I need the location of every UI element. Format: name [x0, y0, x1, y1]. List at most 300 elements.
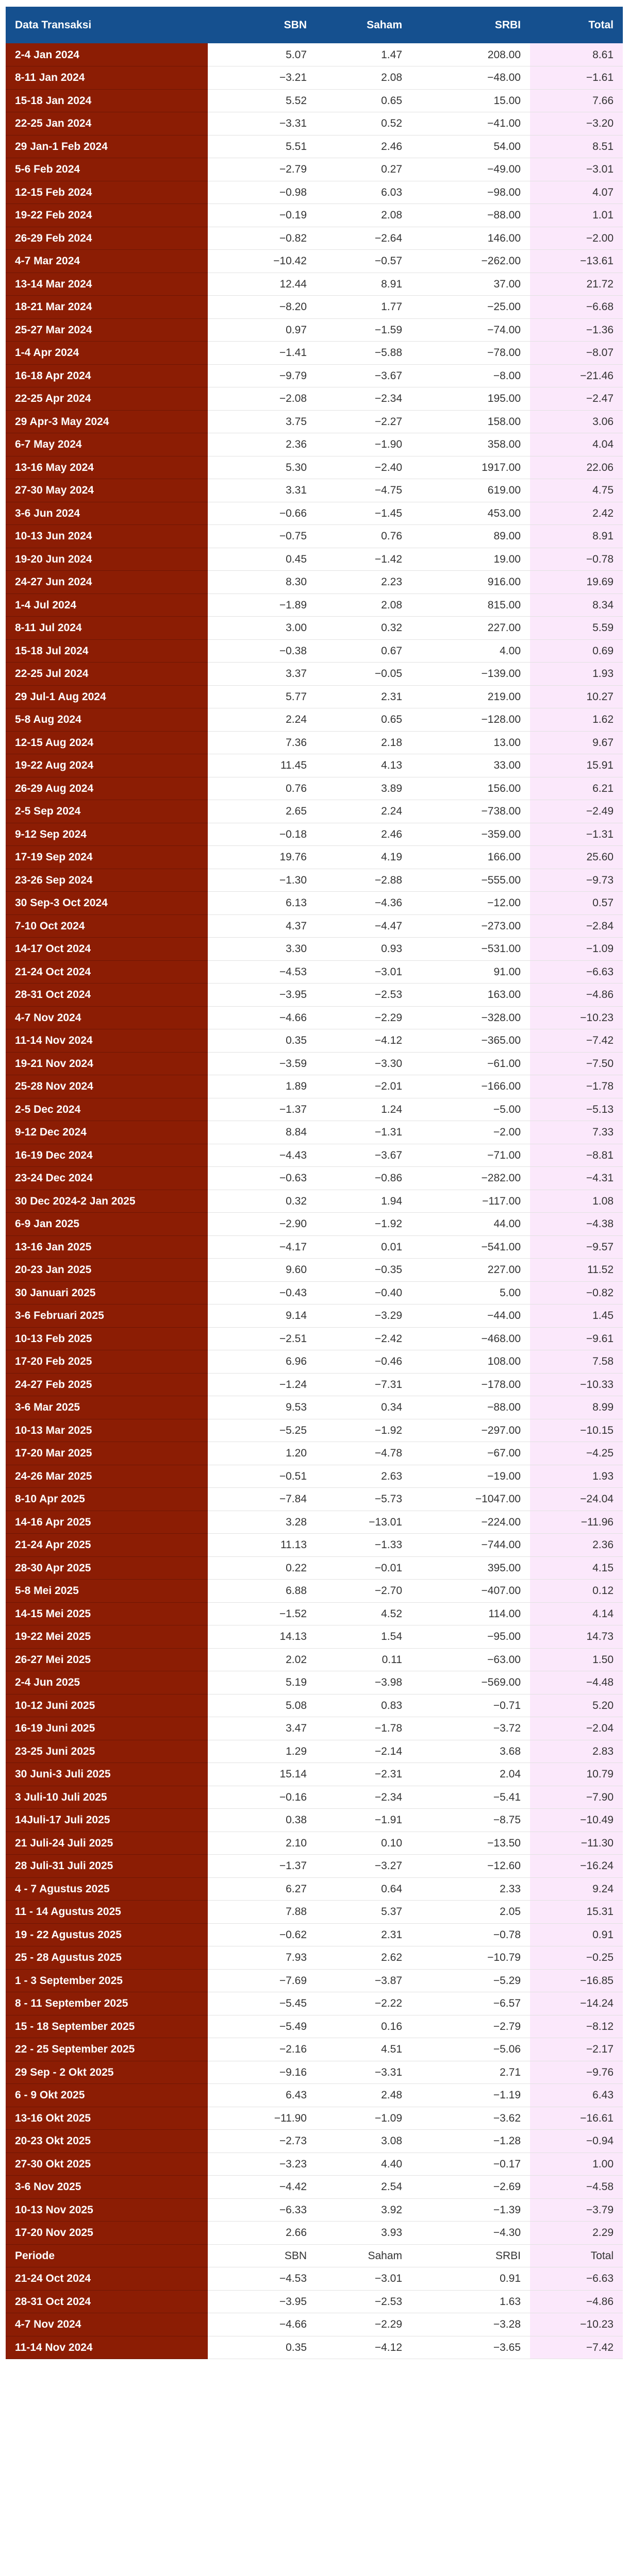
sbn-cell: −4.66 [208, 1006, 316, 1029]
date-cell: 14Juli-17 Juli 2025 [6, 1809, 208, 1832]
saham-cell: −3.87 [316, 1969, 411, 1992]
saham-cell: −0.05 [316, 663, 411, 686]
total-cell: 4.04 [530, 433, 623, 456]
srbi-cell: 89.00 [411, 525, 530, 548]
sbn-cell: −4.17 [208, 1235, 316, 1259]
date-cell: 13-16 May 2024 [6, 456, 208, 479]
saham-cell: 0.10 [316, 1832, 411, 1855]
table-row [6, 1167, 623, 1190]
sbn-cell: −2.08 [208, 387, 316, 411]
srbi-cell: −78.00 [411, 342, 530, 365]
date-cell: 4-7 Nov 2024 [6, 1006, 208, 1029]
sbn-cell: SBN [208, 2244, 316, 2267]
total-cell: 1.45 [530, 1304, 623, 1328]
saham-cell: −3.98 [316, 1671, 411, 1694]
date-cell: 19-20 Jun 2024 [6, 548, 208, 571]
saham-cell: −3.31 [316, 2061, 411, 2084]
srbi-cell: −3.28 [411, 2313, 530, 2336]
total-cell: −3.20 [530, 112, 623, 135]
table-row [6, 1052, 623, 1075]
date-cell: 6-7 May 2024 [6, 433, 208, 456]
total-cell: −4.48 [530, 1671, 623, 1694]
sbn-cell: −5.25 [208, 1419, 316, 1442]
sbn-cell: 0.38 [208, 1809, 316, 1832]
date-cell: 2-5 Dec 2024 [6, 1098, 208, 1121]
saham-cell: 1.77 [316, 296, 411, 319]
table-row [6, 1946, 623, 1970]
sbn-cell: 5.77 [208, 685, 316, 708]
total-cell: −8.07 [530, 342, 623, 365]
saham-cell: 2.23 [316, 571, 411, 594]
sbn-cell: −4.53 [208, 2267, 316, 2291]
srbi-cell: 13.00 [411, 731, 530, 754]
table-row [6, 2290, 623, 2313]
table-row [6, 2313, 623, 2336]
table-row [6, 1373, 623, 1396]
table-row [6, 227, 623, 250]
sbn-cell: 4.37 [208, 914, 316, 938]
sbn-cell: −3.95 [208, 2290, 316, 2313]
saham-cell: −2.53 [316, 984, 411, 1007]
total-cell: −7.42 [530, 1029, 623, 1053]
saham-cell: 0.01 [316, 1235, 411, 1259]
sbn-cell: 3.37 [208, 663, 316, 686]
column-header-saham[interactable]: Saham [316, 7, 411, 43]
sbn-cell: 9.53 [208, 1396, 316, 1419]
srbi-cell: 1.63 [411, 2290, 530, 2313]
sbn-cell: 1.29 [208, 1740, 316, 1763]
date-cell: 17-19 Sep 2024 [6, 846, 208, 869]
table-row [6, 1556, 623, 1580]
total-cell: −10.33 [530, 1373, 623, 1396]
srbi-cell: −48.00 [411, 66, 530, 90]
sbn-cell: 3.47 [208, 1717, 316, 1740]
sbn-cell: 3.30 [208, 938, 316, 961]
date-cell: 25-28 Nov 2024 [6, 1075, 208, 1098]
saham-cell: −3.27 [316, 1855, 411, 1878]
date-cell: 22-25 Jan 2024 [6, 112, 208, 135]
saham-cell: 3.93 [316, 2222, 411, 2245]
srbi-cell: −117.00 [411, 1190, 530, 1213]
table-row [6, 1350, 623, 1374]
srbi-cell: 2.05 [411, 1901, 530, 1924]
total-cell: 22.06 [530, 456, 623, 479]
srbi-cell: −738.00 [411, 800, 530, 823]
date-cell: 22-25 Apr 2024 [6, 387, 208, 411]
total-cell: 2.36 [530, 1534, 623, 1557]
total-cell: 7.66 [530, 89, 623, 112]
saham-cell: 0.76 [316, 525, 411, 548]
saham-cell: 2.46 [316, 823, 411, 846]
total-cell: 9.67 [530, 731, 623, 754]
saham-cell: −3.29 [316, 1304, 411, 1328]
srbi-cell: −71.00 [411, 1144, 530, 1167]
sbn-cell: −0.63 [208, 1167, 316, 1190]
total-cell: 2.42 [530, 502, 623, 525]
sbn-cell: 0.32 [208, 1190, 316, 1213]
table-row [6, 1098, 623, 1121]
date-cell: 3-6 Mar 2025 [6, 1396, 208, 1419]
date-cell: 5-8 Aug 2024 [6, 708, 208, 732]
date-cell: 21 Juli-24 Juli 2025 [6, 1832, 208, 1855]
saham-cell: −1.59 [316, 318, 411, 342]
total-cell: −14.24 [530, 1992, 623, 2015]
sbn-cell: −0.62 [208, 1923, 316, 1946]
srbi-cell: 0.91 [411, 2267, 530, 2291]
sbn-cell: −7.84 [208, 1488, 316, 1511]
column-header-data-transaksi[interactable]: Data Transaksi [6, 7, 208, 43]
date-cell: 22 - 25 September 2025 [6, 2038, 208, 2061]
table-row [6, 204, 623, 227]
sbn-cell: −4.53 [208, 960, 316, 984]
date-cell: 16-19 Dec 2024 [6, 1144, 208, 1167]
date-cell: 21-24 Apr 2025 [6, 1534, 208, 1557]
date-cell: 9-12 Sep 2024 [6, 823, 208, 846]
table-row [6, 2038, 623, 2061]
date-cell: 10-13 Jun 2024 [6, 525, 208, 548]
saham-cell: −13.01 [316, 1511, 411, 1534]
sbn-cell: −3.21 [208, 66, 316, 90]
total-cell: −6.63 [530, 960, 623, 984]
saham-cell: −4.36 [316, 892, 411, 915]
srbi-cell: 619.00 [411, 479, 530, 502]
date-cell: 17-20 Mar 2025 [6, 1442, 208, 1465]
total-cell: −2.47 [530, 387, 623, 411]
saham-cell: −4.78 [316, 1442, 411, 1465]
total-cell: −9.57 [530, 1235, 623, 1259]
srbi-cell: −41.00 [411, 112, 530, 135]
saham-cell: 4.51 [316, 2038, 411, 2061]
date-cell: 16-18 Apr 2024 [6, 364, 208, 387]
saham-cell: −2.40 [316, 456, 411, 479]
srbi-cell: 453.00 [411, 502, 530, 525]
date-cell: 2-5 Sep 2024 [6, 800, 208, 823]
date-cell: 27-30 Okt 2025 [6, 2153, 208, 2176]
sbn-cell: −1.89 [208, 594, 316, 617]
srbi-cell: −262.00 [411, 250, 530, 273]
saham-cell: −1.45 [316, 502, 411, 525]
total-cell: 5.20 [530, 1694, 623, 1717]
date-cell: 4-7 Mar 2024 [6, 250, 208, 273]
date-cell: 10-13 Feb 2025 [6, 1327, 208, 1350]
sbn-cell: −0.16 [208, 1786, 316, 1809]
saham-cell: 4.52 [316, 1602, 411, 1625]
total-cell: 21.72 [530, 273, 623, 296]
saham-cell: 3.08 [316, 2130, 411, 2153]
date-cell: 6 - 9 Okt 2025 [6, 2084, 208, 2107]
sbn-cell: −0.51 [208, 1465, 316, 1488]
date-cell: 20-23 Okt 2025 [6, 2130, 208, 2153]
total-cell: 1.93 [530, 1465, 623, 1488]
date-cell: 30 Dec 2024-2 Jan 2025 [6, 1190, 208, 1213]
sbn-cell: 2.36 [208, 433, 316, 456]
total-cell: −6.68 [530, 296, 623, 319]
date-cell: 19-22 Mei 2025 [6, 1625, 208, 1649]
saham-cell: 2.08 [316, 204, 411, 227]
srbi-cell: −541.00 [411, 1235, 530, 1259]
total-cell: −7.90 [530, 1786, 623, 1809]
date-cell: 13-16 Jan 2025 [6, 1235, 208, 1259]
sbn-cell: −2.90 [208, 1213, 316, 1236]
srbi-cell: −2.79 [411, 2015, 530, 2038]
date-cell: 4 - 7 Agustus 2025 [6, 1877, 208, 1901]
date-cell: 13-16 Okt 2025 [6, 2107, 208, 2130]
srbi-cell: −44.00 [411, 1304, 530, 1328]
table-row [6, 1281, 623, 1304]
srbi-cell: 37.00 [411, 273, 530, 296]
srbi-cell: −1.28 [411, 2130, 530, 2153]
saham-cell: −3.01 [316, 960, 411, 984]
srbi-cell: −8.00 [411, 364, 530, 387]
date-cell: 14-16 Apr 2025 [6, 1511, 208, 1534]
srbi-cell: 3.68 [411, 1740, 530, 1763]
table-row [6, 2084, 623, 2107]
saham-cell: 8.91 [316, 273, 411, 296]
srbi-cell: −468.00 [411, 1327, 530, 1350]
table-row [6, 1235, 623, 1259]
saham-cell: −1.09 [316, 2107, 411, 2130]
srbi-cell: 195.00 [411, 387, 530, 411]
sbn-cell: 8.30 [208, 571, 316, 594]
srbi-cell: −297.00 [411, 1419, 530, 1442]
date-cell: 21-24 Oct 2024 [6, 960, 208, 984]
date-cell: 29 Jan-1 Feb 2024 [6, 135, 208, 158]
total-cell: −3.01 [530, 158, 623, 181]
saham-cell: −2.70 [316, 1580, 411, 1603]
table-row [6, 639, 623, 663]
saham-cell: −1.91 [316, 1809, 411, 1832]
date-cell: 24-27 Jun 2024 [6, 571, 208, 594]
sbn-cell: 5.51 [208, 135, 316, 158]
saham-cell: Saham [316, 2244, 411, 2267]
total-cell: 15.91 [530, 754, 623, 777]
date-cell: 14-17 Oct 2024 [6, 938, 208, 961]
total-cell: 0.57 [530, 892, 623, 915]
total-cell: 8.61 [530, 43, 623, 66]
srbi-cell: 158.00 [411, 410, 530, 433]
sbn-cell: −1.52 [208, 1602, 316, 1625]
saham-cell: 5.37 [316, 1901, 411, 1924]
sbn-cell: 15.14 [208, 1763, 316, 1786]
srbi-cell: 114.00 [411, 1602, 530, 1625]
srbi-cell: 227.00 [411, 1259, 530, 1282]
table-row [6, 1786, 623, 1809]
table-row [6, 2176, 623, 2199]
sbn-cell: 0.22 [208, 1556, 316, 1580]
saham-cell: 1.24 [316, 1098, 411, 1121]
srbi-cell: 219.00 [411, 685, 530, 708]
saham-cell: 0.67 [316, 639, 411, 663]
sbn-cell: −2.51 [208, 1327, 316, 1350]
sbn-cell: 7.93 [208, 1946, 316, 1970]
total-cell: 1.62 [530, 708, 623, 732]
saham-cell: −0.46 [316, 1350, 411, 1374]
table-row [6, 387, 623, 411]
total-cell: 4.14 [530, 1602, 623, 1625]
srbi-cell: −98.00 [411, 181, 530, 204]
date-cell: 26-27 Mei 2025 [6, 1648, 208, 1671]
total-cell: 1.01 [530, 204, 623, 227]
sbn-cell: 19.76 [208, 846, 316, 869]
total-cell: 11.52 [530, 1259, 623, 1282]
date-cell: 14-15 Mei 2025 [6, 1602, 208, 1625]
total-cell: −1.61 [530, 66, 623, 90]
sbn-cell: −9.79 [208, 364, 316, 387]
total-cell: −7.50 [530, 1052, 623, 1075]
srbi-cell: −3.72 [411, 1717, 530, 1740]
saham-cell: 6.03 [316, 181, 411, 204]
date-cell: 3-6 Februari 2025 [6, 1304, 208, 1328]
saham-cell: 2.46 [316, 135, 411, 158]
date-cell: 25-27 Mar 2024 [6, 318, 208, 342]
table-row [6, 2153, 623, 2176]
date-cell: 1 - 3 September 2025 [6, 1969, 208, 1992]
date-cell: 20-23 Jan 2025 [6, 1259, 208, 1282]
sbn-cell: 6.27 [208, 1877, 316, 1901]
saham-cell: 2.63 [316, 1465, 411, 1488]
sbn-cell: −4.42 [208, 2176, 316, 2199]
table-row [6, 2222, 623, 2245]
total-cell: −6.63 [530, 2267, 623, 2291]
total-cell: 14.73 [530, 1625, 623, 1649]
srbi-cell: −49.00 [411, 158, 530, 181]
saham-cell: 0.83 [316, 1694, 411, 1717]
sbn-cell: 2.65 [208, 800, 316, 823]
total-cell: −24.04 [530, 1488, 623, 1511]
date-cell: 24-27 Feb 2025 [6, 1373, 208, 1396]
sbn-cell: 11.45 [208, 754, 316, 777]
srbi-cell: −166.00 [411, 1075, 530, 1098]
saham-cell: −2.31 [316, 1763, 411, 1786]
table-row [6, 1511, 623, 1534]
table-row [6, 525, 623, 548]
saham-cell: 0.65 [316, 89, 411, 112]
table-row [6, 869, 623, 892]
table-row [6, 318, 623, 342]
table-row [6, 410, 623, 433]
column-header-srbi[interactable]: SRBI [411, 7, 530, 43]
total-cell: 4.07 [530, 181, 623, 204]
srbi-cell: 44.00 [411, 1213, 530, 1236]
table-row [6, 777, 623, 800]
total-cell: 25.60 [530, 846, 623, 869]
date-cell: 15-18 Jan 2024 [6, 89, 208, 112]
date-cell: 22-25 Jul 2024 [6, 663, 208, 686]
saham-cell: 2.24 [316, 800, 411, 823]
total-cell: 2.29 [530, 2222, 623, 2245]
table-row [6, 1740, 623, 1763]
total-cell: −13.61 [530, 250, 623, 273]
table-row [6, 66, 623, 90]
date-cell: 25 - 28 Agustus 2025 [6, 1946, 208, 1970]
total-cell: 8.99 [530, 1396, 623, 1419]
date-cell: 23-24 Dec 2024 [6, 1167, 208, 1190]
table-row [6, 1809, 623, 1832]
column-header-total[interactable]: Total [530, 7, 623, 43]
sbn-cell: −2.79 [208, 158, 316, 181]
date-cell: 30 Sep-3 Oct 2024 [6, 892, 208, 915]
table-row [6, 43, 623, 66]
total-cell: 3.06 [530, 410, 623, 433]
date-cell: 28 Juli-31 Juli 2025 [6, 1855, 208, 1878]
table-row [6, 1304, 623, 1328]
table-row [6, 2107, 623, 2130]
date-cell: 19-22 Aug 2024 [6, 754, 208, 777]
total-cell: −1.31 [530, 823, 623, 846]
saham-cell: 0.64 [316, 1877, 411, 1901]
srbi-cell: −3.62 [411, 2107, 530, 2130]
saham-cell: 2.48 [316, 2084, 411, 2107]
total-cell: 10.27 [530, 685, 623, 708]
table-row [6, 594, 623, 617]
table-row [6, 548, 623, 571]
table-row [6, 1832, 623, 1855]
sbn-cell: 3.31 [208, 479, 316, 502]
sbn-cell: 2.10 [208, 1832, 316, 1855]
saham-cell: −2.34 [316, 387, 411, 411]
date-cell: 28-30 Apr 2025 [6, 1556, 208, 1580]
srbi-cell: −8.75 [411, 1809, 530, 1832]
date-cell: 2-4 Jan 2024 [6, 43, 208, 66]
saham-cell: −1.92 [316, 1419, 411, 1442]
total-cell: 7.58 [530, 1350, 623, 1374]
table-row [6, 685, 623, 708]
total-cell: −10.23 [530, 1006, 623, 1029]
date-cell: 8-10 Apr 2025 [6, 1488, 208, 1511]
srbi-cell: −5.06 [411, 2038, 530, 2061]
srbi-cell: −88.00 [411, 1396, 530, 1419]
saham-cell: 0.34 [316, 1396, 411, 1419]
srbi-cell: −5.29 [411, 1969, 530, 1992]
column-header-sbn[interactable]: SBN [208, 7, 316, 43]
table-row [6, 1694, 623, 1717]
date-cell: Periode [6, 2244, 208, 2267]
sbn-cell: 9.60 [208, 1259, 316, 1282]
sbn-cell: −7.69 [208, 1969, 316, 1992]
sbn-cell: 7.36 [208, 731, 316, 754]
total-cell: −7.42 [530, 2336, 623, 2359]
table-row [6, 1602, 623, 1625]
sbn-cell: −1.30 [208, 869, 316, 892]
date-cell: 26-29 Aug 2024 [6, 777, 208, 800]
saham-cell: −4.12 [316, 1029, 411, 1053]
saham-cell: 2.31 [316, 685, 411, 708]
sbn-cell: −2.73 [208, 2130, 316, 2153]
date-cell: 23-26 Sep 2024 [6, 869, 208, 892]
table-row [6, 502, 623, 525]
saham-cell: −4.12 [316, 2336, 411, 2359]
saham-cell: −0.40 [316, 1281, 411, 1304]
saham-cell: −3.67 [316, 364, 411, 387]
sbn-cell: −4.66 [208, 2313, 316, 2336]
sbn-cell: 5.07 [208, 43, 316, 66]
srbi-cell: SRBI [411, 2244, 530, 2267]
saham-cell: −2.64 [316, 227, 411, 250]
total-cell: −16.61 [530, 2107, 623, 2130]
date-cell: 11 - 14 Agustus 2025 [6, 1901, 208, 1924]
srbi-cell: −2.69 [411, 2176, 530, 2199]
total-cell: 8.91 [530, 525, 623, 548]
total-cell: −2.49 [530, 800, 623, 823]
total-cell: 1.93 [530, 663, 623, 686]
srbi-cell: −282.00 [411, 1167, 530, 1190]
table-row [6, 250, 623, 273]
table-row [6, 1534, 623, 1557]
srbi-cell: −4.30 [411, 2222, 530, 2245]
sbn-cell: −3.31 [208, 112, 316, 135]
table-row [6, 571, 623, 594]
table-row [6, 2061, 623, 2084]
